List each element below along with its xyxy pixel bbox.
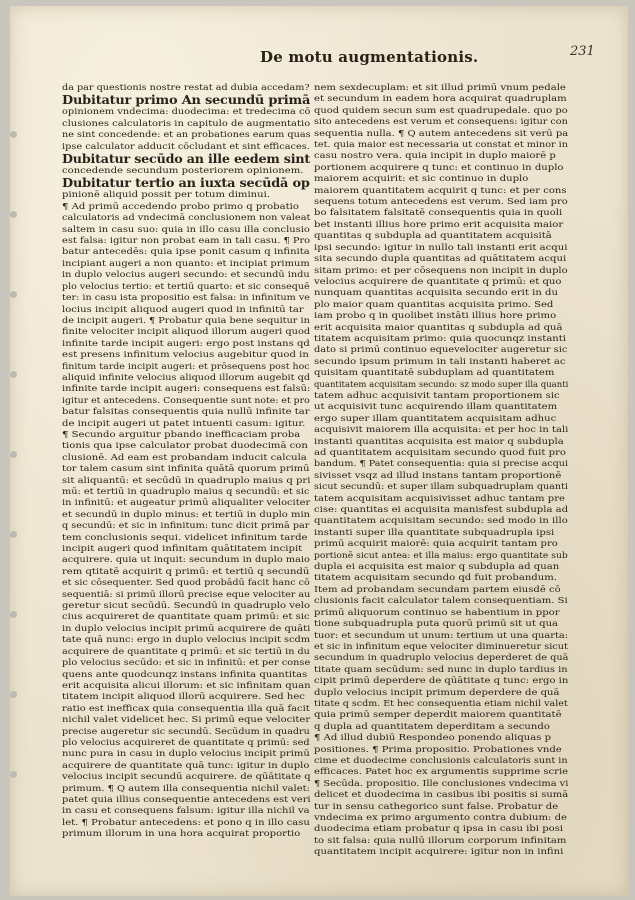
text-line: Item ad probandam secundam partem eiusdē cō bbox=[314, 584, 561, 594]
text-line: tatem acquisitam acquisivisset adhuc tantam pre bbox=[314, 493, 565, 503]
text-line: quantitatem acquisitam secundo: sz modo super illa quanti bbox=[314, 379, 569, 389]
left-text-column bbox=[62, 82, 314, 840]
text-line: maiorem quantitatem acquirit q tunc: et per cons bbox=[314, 185, 567, 195]
text-line: instanti quantitas acquisita est maior q subdupla bbox=[314, 436, 564, 446]
text-line: ¶ Ad primū accedendo probo primo q probatio bbox=[62, 201, 299, 211]
text-line: erit acquisita maior quantitas q subdupla ad quā bbox=[314, 322, 563, 332]
text-line: ¶ Ad illud dubiū Respondeo ponendo aliquas p bbox=[314, 733, 552, 743]
text-line: plo velocius tertio: et tertiū quarto: et sic consequē bbox=[62, 281, 310, 291]
text-line: secundo ipsum primum in tali instanti haberet ac bbox=[314, 356, 566, 366]
text-line: acquirere de quantitate quā tunc: igitur in duplo bbox=[62, 760, 310, 770]
text-line: positiones. ¶ Prima propositio. Probationes vnde bbox=[314, 744, 562, 754]
text-line: acquirere. quia ut inquit: secundum in duplo maio bbox=[62, 555, 310, 565]
text-line: da par questionis nostre restat ad dubia accedam? bbox=[62, 83, 310, 92]
text-line: sicut secundū: et super illam subquadruplam quanti bbox=[314, 482, 568, 492]
binding-hole bbox=[10, 211, 17, 218]
text-line: pinionē aliquid possit per totum diminui. bbox=[62, 190, 271, 200]
text-line: quantitatem acquisitam secundo: sed modo in illo bbox=[314, 516, 568, 526]
text-line: cime et duodecime conclusionis calculatoris sunt in bbox=[314, 755, 568, 765]
text-line: portionē sicut antea: et illa maius: ergo quantitate sub bbox=[314, 550, 568, 560]
text-line: in duplo velocius augeri secundo: et secundū indu bbox=[62, 270, 310, 280]
text-line: ¶ Secundo arguitur pbando inefficaciam proba bbox=[62, 429, 301, 439]
text-line: casu nostro vera. quia incipit in duplo maiorē p bbox=[314, 151, 556, 161]
text-line: ratio est inefficax quia consequentia illa quā facit bbox=[62, 703, 310, 713]
text-line: bo falsitatem falsitatē consequentis quia in quoli bbox=[314, 208, 563, 218]
text-line: tor talem casum sint infinita quātā quorum primū bbox=[62, 464, 310, 474]
text-line: de incipit augeri ut patet intuenti casum: igitur. bbox=[62, 418, 306, 428]
text-line: erit acquisita alicui illorum: et sic infinitam quan bbox=[62, 680, 311, 690]
text-line: geretur sicut secūdū. Secundū in quadruplo velo bbox=[62, 601, 311, 611]
text-line: est presens infinitum velocius augebitur quod in bbox=[62, 350, 309, 360]
text-line: ¶ Secūda. propositio. Ille conclusiones vndecima vi bbox=[314, 778, 569, 788]
text-line: et sic in infinitum eque velociter diminueretur sicut bbox=[314, 641, 568, 651]
text-line: plo maior quam quantitas acquisita primo. Sed bbox=[314, 299, 554, 309]
binding-hole bbox=[10, 691, 17, 698]
text-line: infinite tarde incipit augeri: consequens est falsū: bbox=[62, 384, 311, 394]
text-line: duplo velocius incipit primum deperdere de quā bbox=[314, 687, 560, 697]
binding-hole bbox=[10, 291, 17, 298]
text-line: titate quam secūdum: sed nunc in duplo tardius in bbox=[314, 664, 568, 674]
text-line: bet instanti illius hore primo erit acquisita maior bbox=[314, 219, 564, 229]
text-line: primū aliquorum continuo se habentium in ppor bbox=[314, 607, 560, 617]
text-line: ipse calculator adducit cōcludant et sint efficaces. bbox=[62, 141, 310, 151]
text-line: rem qtitatē acquirit q primū: et tertiū q secundū bbox=[62, 566, 310, 576]
text-line: tuor: et secundum ut unum: tertium ut una quarta: bbox=[314, 630, 569, 640]
text-line: in infinitū: et augeatur primū aliqualiter velociter bbox=[62, 498, 311, 508]
dubium-heading: Dubitatur primo An secundū primā bbox=[62, 92, 311, 108]
text-line: maiorem acquirit: et sic continuo in duplo bbox=[314, 174, 529, 184]
text-line: tione subquadrupla puta quorū primū sit ut qua bbox=[314, 619, 559, 629]
text-line: quens ante quodcunqz instans infinita quantitas bbox=[62, 669, 308, 679]
text-line: concedende secundum posteriorem opinionem. bbox=[62, 166, 304, 176]
text-line: primum. ¶ Q autem illa consequentia nichil valet: bbox=[62, 783, 310, 793]
text-line: opinionem vndecima: duodecima: et tredecima cō bbox=[62, 107, 311, 117]
text-line: cius acquireret de quantitate quam primū: et sic bbox=[62, 612, 310, 622]
text-line: quia primū semper deperdit maiorem quantitatē bbox=[314, 710, 562, 720]
text-line: ipsi secundo: igitur in nullo tali instanti erit acqui bbox=[314, 242, 568, 252]
text-line: ad quantitatem acquisitam secundo quod fuit pro bbox=[314, 448, 566, 457]
binding-hole bbox=[10, 771, 17, 778]
text-line: de incipit augeri. ¶ Probatur quia bene sequitur in bbox=[62, 315, 310, 325]
text-line: titatem incipit aliquod illorū acquirere. Sed hec bbox=[62, 692, 305, 702]
text-line: instanti super illa quantitate subquadrupla ipsi bbox=[314, 527, 555, 537]
text-line: nem sexdecuplam: et sit illud primū vnum pedale bbox=[314, 83, 566, 92]
text-line: clusionis facit calculator talem consequentiam. Si bbox=[314, 596, 568, 606]
text-line: bandum. ¶ Patet consequentia: quia si precise acqui bbox=[314, 459, 569, 469]
text-line: sit aliquantū: et secūdū in quadruplo maius q pri bbox=[62, 475, 311, 485]
text-line: delicet et duodecima in casibus ibi positis si sumā bbox=[314, 790, 569, 800]
text-line: tur in sensu cathegorico sunt false. Probatur de bbox=[314, 801, 559, 811]
binding-hole bbox=[10, 371, 17, 378]
running-title: De motu augmentationis. bbox=[260, 48, 479, 66]
text-line: titate q scdm. Et hec consequentia etiam nichil valet bbox=[314, 698, 568, 708]
text-line: aliquid infinite velocius aliquod illorum augebit qd bbox=[62, 372, 311, 382]
text-line: primū acquirit maiorē: quia acquirit tantam pro bbox=[314, 539, 558, 549]
text-line: sitam primo: et per cōsequens non incipit in duplo bbox=[314, 265, 568, 275]
dubium-heading: Dubitatur tertio an iuxta secūdā op bbox=[62, 175, 310, 191]
text-line: dupla ei acquisita est maior q subdupla ad quan bbox=[314, 562, 560, 572]
text-line: dato si primū continuo equevelociter augeretur sic bbox=[314, 345, 568, 355]
text-line: cise: quantitas ei acquisita manisfest subdupla ad bbox=[314, 505, 569, 515]
text-line: to sit falsa: quia nullū illorum corporum infinitam bbox=[314, 835, 567, 845]
text-line: sivisset vsqz ad illud instans tantam proportionē bbox=[314, 470, 562, 480]
text-line: saltem in casu suo: quia in illo casu illa conclusio bbox=[62, 224, 310, 234]
text-line: sito antecedens est verum et consequens: igitur con bbox=[314, 117, 568, 127]
text-line: acquisivit maiorem illa acquisita: et per hoc in tali bbox=[314, 425, 569, 435]
text-line: nunc pura in casu in duplo velocius incipit primū bbox=[62, 749, 310, 759]
text-line: velocius incipit secundū acquirere. de qūātitate q bbox=[62, 772, 311, 782]
binding-hole bbox=[10, 611, 17, 618]
text-line: velocius acquirere de quantitate q primū: et quo bbox=[314, 276, 562, 286]
text-line: tem conclusionis sequi. videlicet infinitum tarde bbox=[62, 532, 308, 542]
text-line: vndecima ex primo argumento contra dubium: de bbox=[314, 813, 567, 822]
text-line: incipit augeri quod infinitam quātitatem incipit bbox=[62, 544, 303, 554]
text-line: tate quā nunc: ergo in duplo velocius incipit scdm bbox=[62, 635, 311, 645]
text-line: et sic cōsequenter. Sed quod probādū facit hanc cō bbox=[62, 578, 310, 588]
text-line: quantitatem incipit acquirere: igitur non in infini bbox=[314, 847, 564, 857]
text-line: precise augeretur sic secundū. Secūdum in quadru bbox=[62, 726, 310, 736]
text-line: locius incipit aliquod augeri quod in infinitū tar bbox=[62, 304, 304, 314]
text-line: tionis qua ipse calculator probat duodecimā con bbox=[62, 441, 308, 451]
text-line: secundum in quadruplo velocius deperderet de quā bbox=[314, 653, 569, 663]
text-line: in duplo velocius incipit primū acquirere de quāti bbox=[62, 623, 311, 633]
text-line: et secundum in eadem hora acquirat quadruplam bbox=[314, 94, 567, 104]
text-line: igitur et antecedens. Consequentie sunt note: et pro bbox=[62, 395, 310, 405]
binding-hole bbox=[10, 531, 17, 538]
text-line: ut acquisivit tunc acquirendo illam quantitatem bbox=[314, 402, 558, 412]
text-line: portionem acquirere q tunc: et continuo in duplo bbox=[314, 162, 564, 172]
text-line: titatem acquisitam primo: quia quocunqz instanti bbox=[314, 333, 567, 343]
text-line: sequens totum antecedens est verum. Sed iam pro bbox=[314, 197, 568, 207]
text-line: tet. quia maior est necessaria ut constat et minor in bbox=[314, 140, 568, 150]
text-line: sequentiā: si primū illorū precise eque velociter au bbox=[62, 589, 311, 599]
text-line: batur antecedēs: quia ipse ponit casum q infinita bbox=[62, 247, 310, 257]
text-line: mū: et tertiū in quadruplo maius q secundū: et sic bbox=[62, 487, 310, 496]
folio-number: 231 bbox=[570, 44, 595, 59]
text-line: quantitas q subdupla ad quantitatem acquisitā bbox=[314, 231, 552, 241]
text-line: q dupla ad quantitatem deperditam a secundo bbox=[314, 721, 550, 731]
text-line: plo velocius secūdo: et sic in infinitū: et per conse bbox=[62, 658, 311, 668]
text-line: ter: in casu ista propositio est falsa: in infinitum ve bbox=[62, 293, 310, 303]
text-line: iam probo q in quolibet instāti illius hore primo bbox=[314, 311, 557, 321]
text-line: quisitam quantitatē subduplam ad quantitatem bbox=[314, 368, 555, 378]
binding-hole bbox=[10, 131, 17, 138]
text-line: ergo super illam quantitatem acquisitam adhuc bbox=[314, 413, 557, 423]
text-line: titatem acquisitam secundo qd fuit probandum. bbox=[314, 573, 557, 583]
text-line: acquirere de quantitate q primū: et sic tertiū in du bbox=[62, 646, 310, 656]
text-line: quod quidem secun sum est quadrupedale. quo po bbox=[314, 105, 568, 115]
text-line: ne sint concedende: et an probationes earum quas bbox=[62, 130, 311, 140]
text-line: sita secundo dupla quantitas ad quātitatem acqui bbox=[314, 254, 567, 264]
text-line: clusionē. Ad eam est probandam inducit calcula bbox=[62, 452, 307, 462]
dubium-heading: Dubitatur secūdo an ille eedem sint bbox=[62, 151, 311, 167]
text-line: finitum tarde incipit augeri: et prōsequens post hoc bbox=[62, 361, 310, 371]
text-line: plo velocius acquireret de quantitate q primū: sed bbox=[62, 737, 310, 747]
text-line: sequentia nulla. ¶ Q autem antecedens sit verū pa bbox=[314, 128, 569, 138]
text-line: infinite tarde incipit augeri: ergo post instans qd bbox=[62, 338, 310, 348]
text-line: incipiant augeri a non quanto: et incipiat primum bbox=[62, 258, 310, 268]
text-line: est falsa: igitur non probat eam in tali casu. ¶ Pro bbox=[62, 236, 311, 246]
text-line: let. ¶ Probatur antecedens: et pono q in illo casu bbox=[62, 817, 310, 827]
text-line: primum illorum in una hora acquirat proportio bbox=[62, 829, 301, 839]
book-page bbox=[10, 6, 628, 896]
text-line: efficaces. Patet hoc ex argumentis supprime scrie bbox=[314, 767, 569, 777]
text-line: et secundū in duplo minus: et tertiū in duplo min bbox=[62, 509, 311, 519]
text-line: finite velociter incipit aliquod illorum augeri quod bbox=[62, 327, 311, 337]
text-line: nichil valet videlicet hec. Si primū eque velociter bbox=[62, 715, 311, 725]
text-line: duodecima etiam probatur q ipsa in casu ibi posi bbox=[314, 824, 564, 834]
text-line: q secundū: et sic in infinitum: tunc dicit primā par bbox=[62, 521, 310, 531]
text-line: calculatoris ad vndecimā conclusionem non valeat bbox=[62, 213, 311, 223]
text-line: patet quia illius consequentie antecedens est veri bbox=[62, 794, 311, 804]
binding-hole bbox=[10, 451, 17, 458]
text-line: tatem adhuc acquisivit tantam proportionem sic bbox=[314, 390, 560, 400]
text-line: cipit primū deperdere de qūātitate q tunc: ergo in bbox=[314, 676, 569, 686]
text-line: in casu et consequens falsum: igitur illa nichil va bbox=[62, 806, 310, 816]
text-line: nunquam quantitas acquisita secundo erit in du bbox=[314, 288, 558, 298]
text-line: batur falsitas consequentis quia nullū infinite tar bbox=[62, 407, 310, 417]
right-text-column bbox=[314, 82, 572, 858]
text-line: clusiones calculatoris in capitulo de augmentatio bbox=[62, 118, 311, 128]
